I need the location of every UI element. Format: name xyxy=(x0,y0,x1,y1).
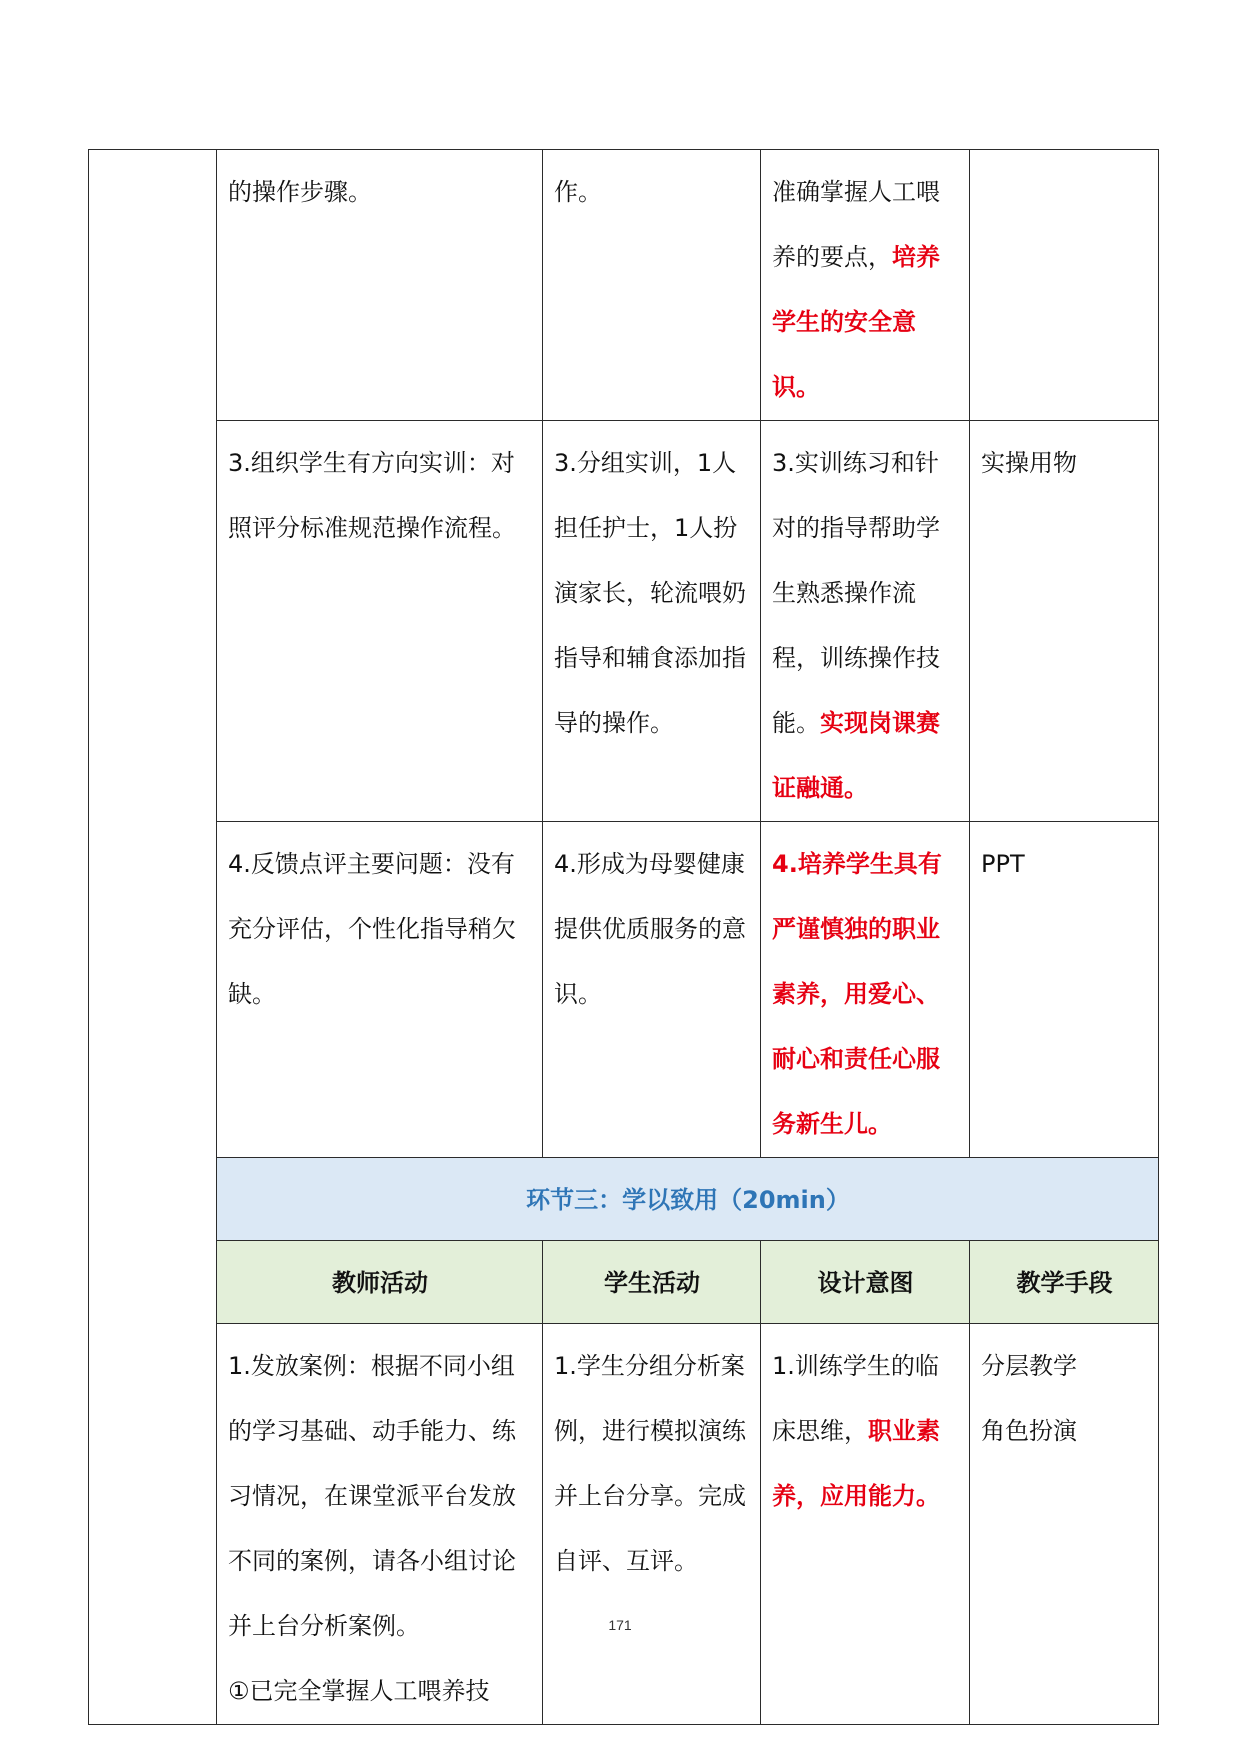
design-intent-cell xyxy=(761,150,970,421)
teaching-means-cell: 实操用物 xyxy=(970,421,1159,822)
page-number: 171 xyxy=(608,1617,632,1633)
header-student-activity: 学生活动 xyxy=(543,1241,761,1324)
intent-text: 准确掌握人工喂养的要点， xyxy=(772,178,940,271)
table-row xyxy=(89,1324,1159,1725)
intent-emphasis: 培养学生的安全意识。 xyxy=(772,243,940,401)
means-item: 角色扮演 xyxy=(981,1417,1077,1445)
intent-emphasis: 实现岗课赛证融通。 xyxy=(772,709,940,802)
intent-text: 3.实训练习和针对的指导帮助学生熟悉操作流程，训练操作技能。 xyxy=(772,449,940,737)
design-intent-cell xyxy=(761,1324,970,1725)
means-item: 分层教学 xyxy=(981,1352,1077,1380)
lesson-plan-table xyxy=(88,149,1159,1725)
teacher-activity-cell: 的操作步骤。 xyxy=(217,150,543,421)
teacher-activity-cell: 4.反馈点评主要问题：没有充分评估，个性化指导稍欠缺。 xyxy=(217,822,543,1158)
table-row xyxy=(89,822,1159,1158)
teaching-means-cell: PPT xyxy=(970,822,1159,1158)
stage-column-cell xyxy=(89,150,217,1725)
teaching-means-cell xyxy=(970,150,1159,421)
student-activity-cell: 4.形成为母婴健康提供优质服务的意识。 xyxy=(543,822,761,1158)
table-row xyxy=(89,150,1159,421)
intent-emphasis: 职业素养，应用能力。 xyxy=(772,1417,940,1510)
teacher-activity-cell: 3.组织学生有方向实训：对照评分标准规范操作流程。 xyxy=(217,421,543,822)
header-teaching-means: 教学手段 xyxy=(970,1241,1159,1324)
section-title: 环节三：学以致用（20min） xyxy=(217,1158,1159,1241)
teacher-activity-cell xyxy=(217,1324,543,1725)
intent-text: 1.训练学生的临床思维， xyxy=(772,1352,939,1445)
teacher-activity-subitem: ①已完全掌握人工喂养技 xyxy=(228,1677,490,1705)
teaching-means-cell xyxy=(970,1324,1159,1725)
student-activity-cell: 1.学生分组分析案例，进行模拟演练并上台分享。完成自评、互评。 xyxy=(543,1324,761,1725)
header-row xyxy=(89,1241,1159,1324)
teacher-activity-text: 1.发放案例：根据不同小组的学习基础、动手能力、练习情况，在课堂派平台发放不同的案例，请各小组讨论并上台分析案例。 xyxy=(228,1352,516,1640)
header-design-intent: 设计意图 xyxy=(761,1241,970,1324)
section-row xyxy=(89,1158,1159,1241)
table-row xyxy=(89,421,1159,822)
design-intent-cell xyxy=(761,822,970,1158)
header-teacher-activity: 教师活动 xyxy=(217,1241,543,1324)
design-intent-cell xyxy=(761,421,970,822)
student-activity-cell: 作。 xyxy=(543,150,761,421)
intent-emphasis: 4.培养学生具有严谨慎独的职业素养，用爱心、耐心和责任心服务新生儿。 xyxy=(772,850,942,1138)
student-activity-cell: 3.分组实训，1人担任护士，1人扮演家长，轮流喂奶指导和辅食添加指导的操作。 xyxy=(543,421,761,822)
